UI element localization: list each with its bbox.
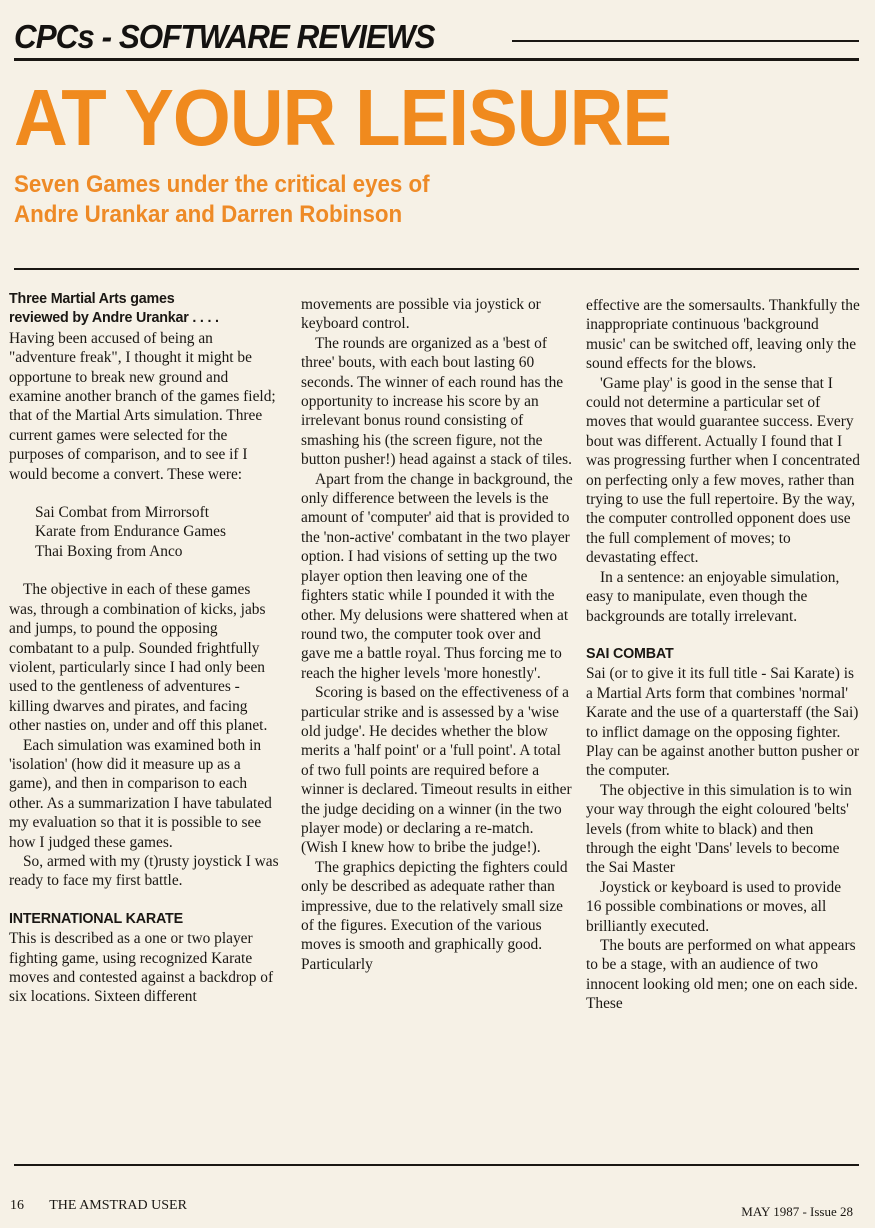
header-rule-thick xyxy=(14,58,859,61)
paragraph: So, armed with my (t)rusty joystick I was ready to face my first battle. xyxy=(9,852,279,890)
paragraph: Sai (or to give it its full title - Sai Karate) is a Martial Arts form that combines 'normal' Karate and the use of a quarterstaff (the Sai) to inflict damage on the opposing fighter. Play can be against another button pusher or the computer. xyxy=(586,665,860,780)
paragraph: The graphics depicting the fighters could only be described as adequate rather than impressive, due to the relatively small size of the figures. Execution of the various moves is smooth and graphically good. Particularly xyxy=(301,858,568,973)
paragraph: Apart from the change in background, the only difference between the levels is the amount of 'computer' aid that is provided to the 'non-active' combatant in the two player option. I had visions of setting up the two player option then leaving one of the fighters static while I pounded it with the other. My delusions were shattered when at round two, the computer took over and gave me a battle royal. Thus forcing me to reach the higher levels 'more honestly'. xyxy=(301,470,573,682)
subtitle-line-2: Andre Urankar and Darren Robinson xyxy=(14,201,403,228)
header-rule xyxy=(512,40,859,42)
column-1 xyxy=(9,290,279,1007)
paragraph: Scoring is based on the effectiveness of a particular strike and is assessed by a 'wise old judge'. He decides whether the blow merits a 'half point' or a 'full point'. A total of two full points are required before a winner is declared. Timeout results in either the judge deciding on a winner (in the two player mode) or declaring a re-match. (Wish I knew how to bribe the judge!). xyxy=(301,684,572,857)
paragraph: 'Game play' is good in the sense that I could not determine a particular set of moves that would guarantee success. Every bout was different. Actually I found that I was progressing further when I concentrated on perfecting only a few moves, rather than trying to use the full repertoire. By the way, the computer controlled opponent does use the full complement of moves; to devastating effect. xyxy=(586,374,860,567)
magazine-name: THE AMSTRAD USER xyxy=(49,1198,187,1213)
paragraph: Each simulation was examined both in 'isolation' (how did it measure up as a game), and then in comparison to each other. As a summarization I have tabulated my evaluation so that it is possible to see how I judged these games. xyxy=(9,736,272,851)
spacer xyxy=(586,626,860,645)
footer-left xyxy=(10,1198,187,1214)
games-list xyxy=(9,503,279,561)
paragraph: In a sentence: an enjoyable simulation, easy to manipulate, even though the backgrounds are totally irrelevant. xyxy=(586,568,840,625)
article-title: AT YOUR LEISURE xyxy=(14,73,672,162)
paragraph: This is described as a one or two player fighting game, using recognized Karate moves and contested against a backdrop of six locations. Sixteen different xyxy=(9,930,274,1006)
paragraph: The bouts are performed on what appears to be a stage, with an audience of two innocent looking old men; one on each side. These xyxy=(586,937,858,1013)
paragraph: Joystick or keyboard is used to provide 16 possible combinations or moves, all brilliantly executed. xyxy=(586,878,842,935)
column-heading-line-1: Three Martial Arts games xyxy=(9,291,175,307)
games-list-item: Thai Boxing from Anco xyxy=(35,542,183,560)
spacer xyxy=(9,561,279,580)
games-list-item: Sai Combat from Mirrorsoft xyxy=(35,504,209,522)
column-3 xyxy=(586,296,860,1014)
subheading-international-karate: INTERNATIONAL KARATE xyxy=(9,910,183,927)
paragraph: movements are possible via joystick or keyboard control. xyxy=(301,296,541,333)
subheading-sai-combat: SAI COMBAT xyxy=(586,645,674,662)
paragraph: Having been accused of being an "adventure freak", I thought it might be opportune to break new ground and examine another branch of the games field; that of the Martial Arts simulation. Three current games were selected for the purposes of comparison, and to see if I would become a convert. These were: xyxy=(9,329,276,483)
issue-info: MAY 1987 - Issue 28 xyxy=(741,1204,853,1219)
bottom-divider xyxy=(14,1164,859,1166)
column-heading-line-2: reviewed by Andre Urankar . . . . xyxy=(9,310,219,327)
spacer xyxy=(9,891,279,910)
section-heading: CPCs - SOFTWARE REVIEWS xyxy=(14,18,435,55)
games-list-item: Karate from Endurance Games xyxy=(35,523,227,541)
spacer xyxy=(9,484,279,503)
top-divider xyxy=(14,268,859,270)
paragraph: The rounds are organized as a 'best of three' bouts, with each bout lasting 60 seconds. The winner of each round has the opportunity to increase his score by an irrelevant bonus round consisting of smashing his (the screen figure, not the button pusher!) head against a stack of tiles. xyxy=(301,334,572,469)
paragraph: The objective in this simulation is to win your way through the eight coloured 'belts' levels (from white to black) and then through the eight 'Dans' levels to become the Sai Master xyxy=(586,781,852,877)
paragraph: effective are the somersaults. Thankfully the inappropriate continuous 'background music' can be switched off, leaving only the sound effects for the blows. xyxy=(586,297,860,373)
subtitle-line-1: Seven Games under the critical eyes of xyxy=(14,171,430,198)
article-subtitle xyxy=(14,170,430,230)
page-number: 16 xyxy=(10,1198,24,1213)
paragraph: The objective in each of these games was, through a combination of kicks, jabs and jumps, to pound the opposing combatant to a pulp. Sounded frightfully violent, particularly since I had only been used to the gentleness of adventures - killing dwarves and pirates, and facing other nasties on, under and off this planet. xyxy=(9,581,268,735)
column-2 xyxy=(301,295,573,974)
